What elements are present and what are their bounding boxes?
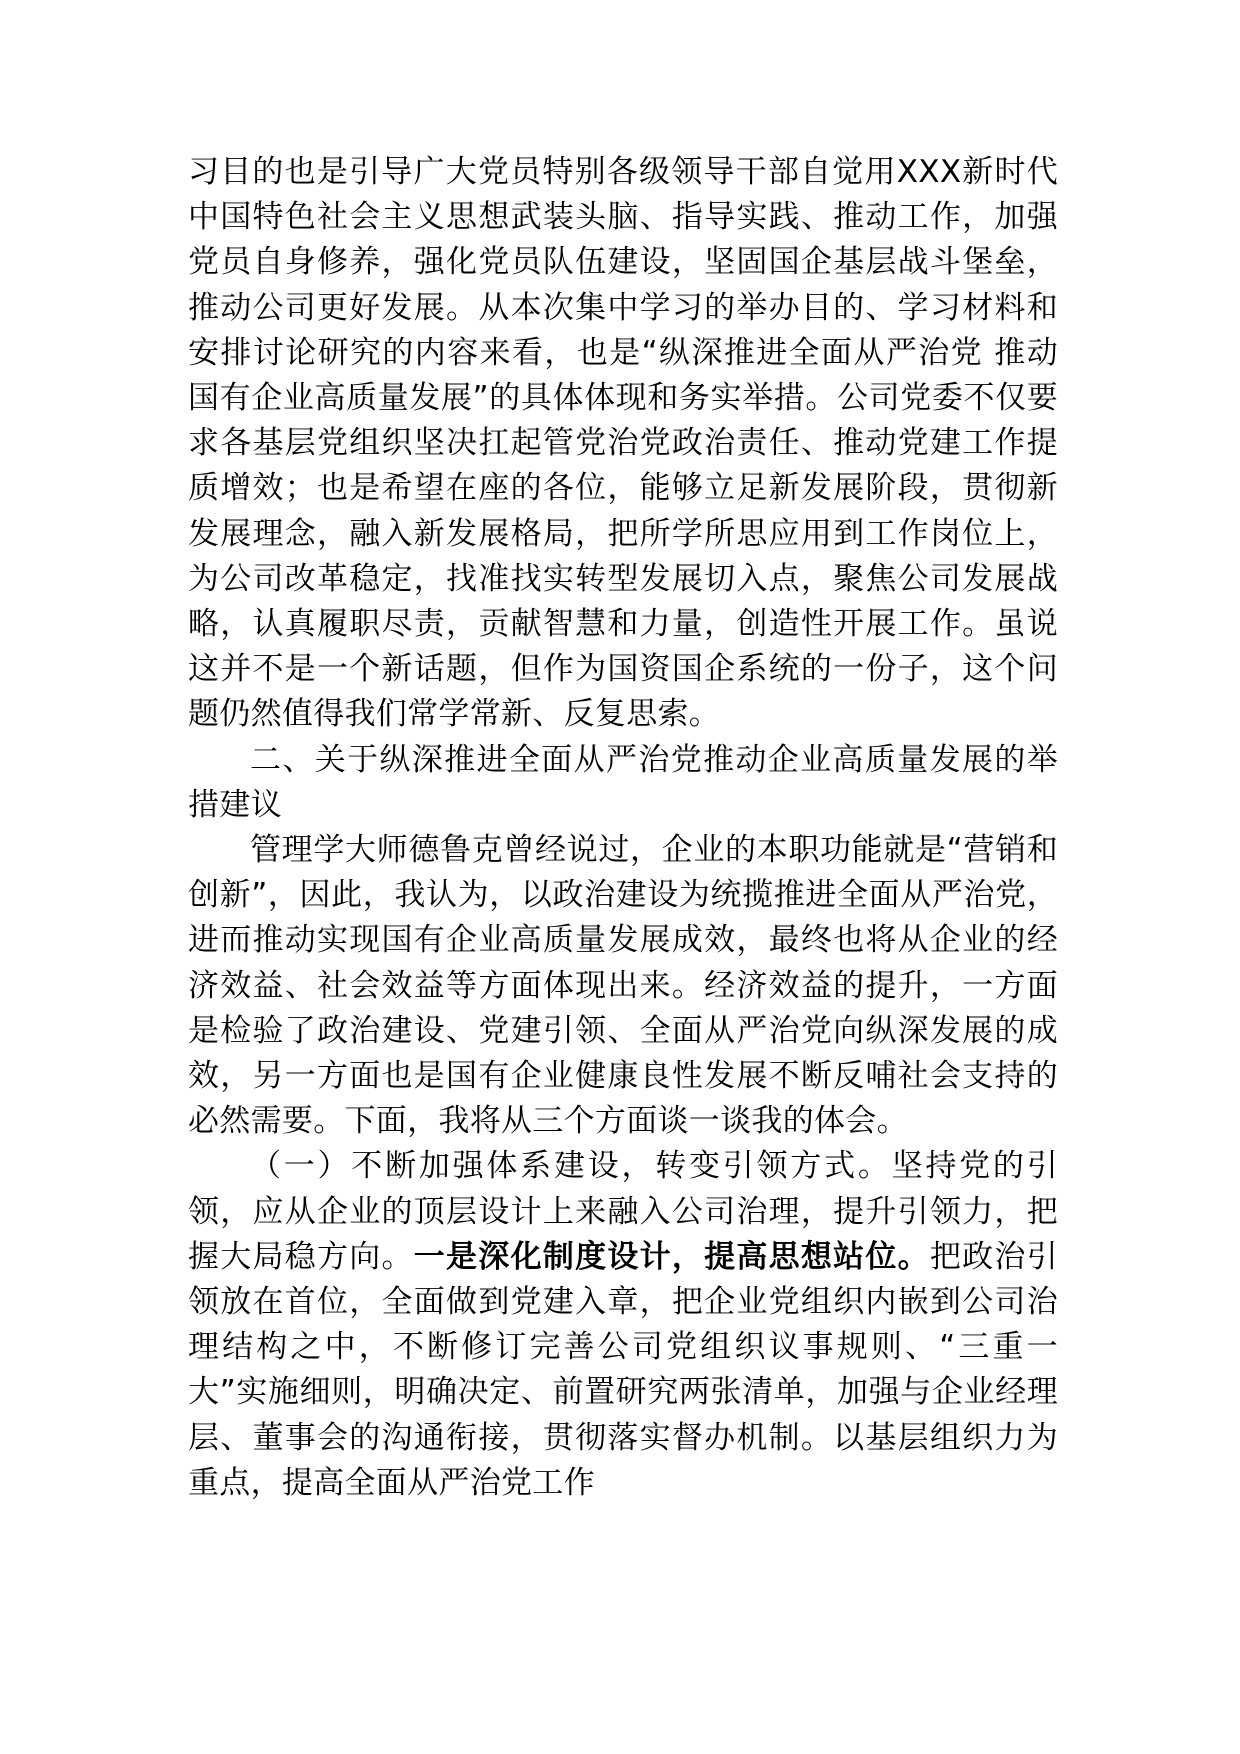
paragraph-1 (188, 150, 1058, 738)
paragraph-3 (188, 828, 1058, 1144)
paragraph-text: 管理学大师德鲁克曾经说过，企业的本职功能就是“营销和创新”，因此，我认为，以政治建设为统揽推进全面从严治党，进而推动实现国有企业高质量发展成效，最终也将从企业的经济效益、社会效益等方面体现出来。经济效益的提升，一方面是检验了政治建设、党建引领、全面从严治党向纵深发展的成效，另一方面也是国有企业健康良性发展不断反哺社会支持的必然需要。下面，我将从三个方面谈一谈我的体会。 (188, 832, 1058, 1140)
paragraph-text: 把政治引领放在首位，全面做到党建入章，把企业党组织内嵌到公司治理结构之中，不断修订完善公司党组织议事规则、“三重一大”实施细则，明确决定、前置研究两张清单，加强与企业经理层、董事会的沟通衔接，贯彻落实督办机制。以基层组织力为重点，提高全面从严治党工作 (188, 1238, 1058, 1501)
paragraph-4 (188, 1144, 1058, 1506)
bold-emphasis-text: 一是深化制度设计，提高思想站位。 (413, 1238, 930, 1275)
paragraph-text: （一）不断加强体系建设，转变引领方式。坚持党的引领，应从企业的顶层设计上来融入公司治理，提升引领力，把握大局稳方向。 (188, 1148, 1058, 1275)
heading-text: 二、关于纵深推进全面从严治党推动企业高质量发展的举措建议 (188, 741, 1058, 823)
document-body (188, 150, 1058, 1506)
paragraph-text: 习目的也是引导广大党员特别各级领导干部自觉用XXX新时代中国特色社会主义思想武装头脑、指导实践、推动工作，加强党员自身修养，强化党员队伍建设，坚固国企基层战斗堡垒，推动公司更好发展。从本次集中学习的举办目的、学习材料和安排讨论研究的内容来看，也是“纵深推进全面从严治党 推动国有企业高质量发展”的具体体现和务实举措。公司党委不仅要求各基层党组织坚决扛起管党治党政治责任、推动党建工作提质增效；也是希望在座的各位，能够立足新发展阶段，贯彻新发展理念，融入新发展格局，把所学所思应用到工作岗位上，为公司改革稳定，找准找实转型发展切入点，聚焦公司发展战略，认真履职尽责，贡献智慧和力量，创造性开展工作。虽说这并不是一个新话题，但作为国资国企系统的一份子，这个问题仍然值得我们常学常新、反复思索。 (188, 154, 1058, 733)
section-heading-2 (188, 738, 1058, 828)
